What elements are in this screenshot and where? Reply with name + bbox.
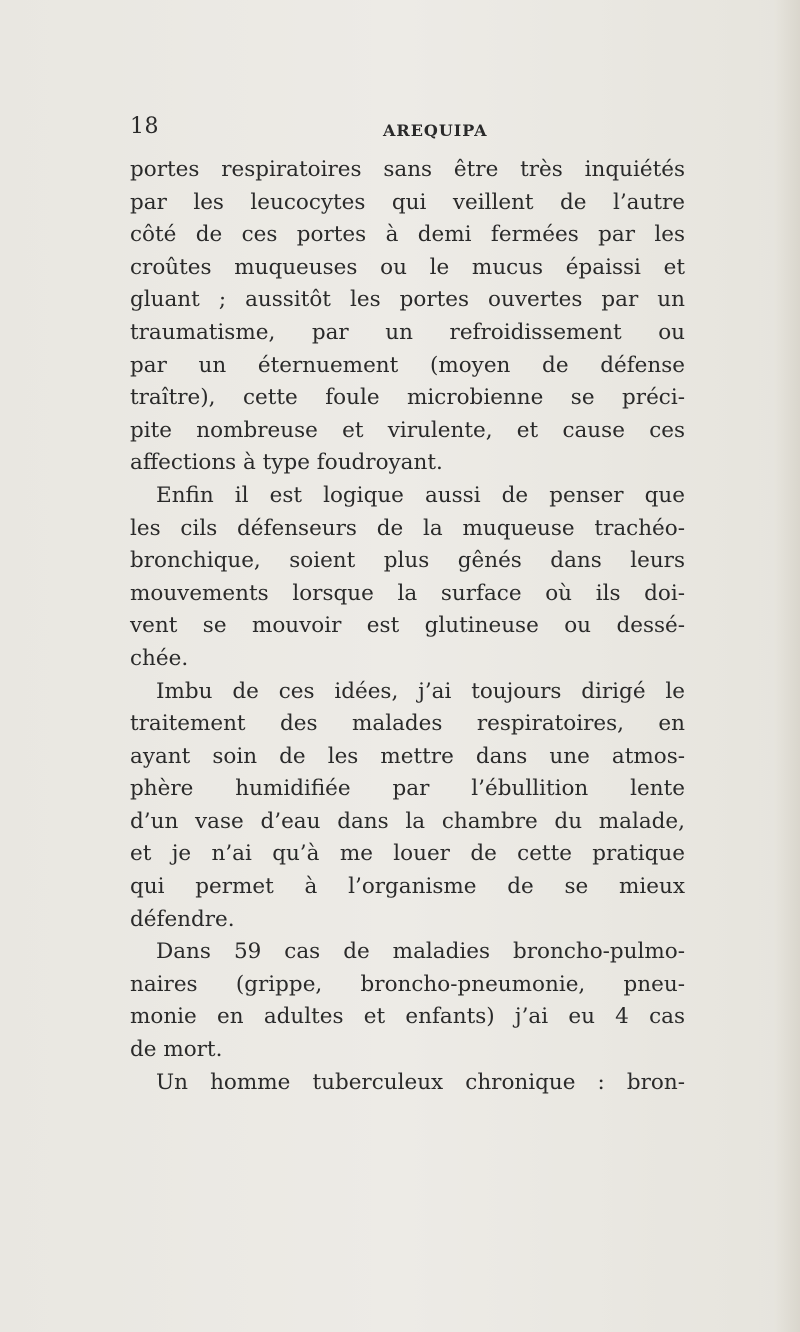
text-line: croûtes muqueuses ou le mucus épaissi et [130, 254, 685, 280]
paragraph-start: Un homme tuberculeux chronique : bron- [156, 1069, 685, 1095]
text-line: pite nombreuse et virulente, et cause ces [130, 417, 685, 443]
text-line: qui permet à l’organisme de se mieux [130, 874, 685, 900]
text-line: traître), cette foule microbienne se préci- [130, 385, 685, 411]
page-number: 18 [130, 114, 159, 139]
running-head [130, 114, 690, 144]
text-line: d’un vase d’eau dans la chambre du malade, [130, 808, 685, 834]
text-line: et je n’ai qu’à me louer de cette pratique [130, 841, 685, 867]
text-line: vent se mouvoir est glutineuse ou dessé- [130, 613, 685, 639]
text-line: traumatisme, par un refroidissement ou [130, 319, 685, 345]
text-line: naires (grippe, broncho-pneumonie, pneu- [130, 971, 685, 997]
text-line: les cils défenseurs de la muqueuse trachéo- [130, 515, 685, 541]
paragraph-start: Imbu de ces idées, j’ai toujours dirigé le [156, 678, 685, 704]
page-edge-shadow [774, 0, 800, 1332]
text-line: affections à type foudroyant. [130, 450, 443, 476]
text-line: monie en adultes et enfants) j’ai eu 4 cas [130, 1004, 685, 1030]
text-line: chée. [130, 645, 189, 671]
text-line: traitement des malades respiratoires, en [130, 711, 685, 737]
paragraph-start: Dans 59 cas de maladies broncho-pulmo- [156, 939, 685, 965]
text-line: par un éternuement (moyen de défense [130, 352, 685, 378]
text-line: défendre. [130, 906, 235, 932]
text-line: de mort. [130, 1037, 223, 1063]
text-line: mouvements lorsque la surface où ils doi- [130, 580, 685, 606]
text-line: bronchique, soient plus gênés dans leurs [130, 548, 685, 574]
text-line: gluant ; aussitôt les portes ouvertes par un [130, 287, 685, 313]
text-line: côté de ces portes à demi fermées par les [130, 222, 685, 248]
paragraph-start: Enfin il est logique aussi de penser que [156, 482, 685, 508]
text-line: par les leucocytes qui veillent de l’autre [130, 189, 685, 215]
running-title: AREQUIPA [383, 121, 488, 140]
body-text [130, 154, 685, 1099]
text-line: ayant soin de les mettre dans une atmos- [130, 743, 685, 769]
text-line: portes respiratoires sans être très inquiétés [130, 157, 685, 182]
text-line: phère humidifiée par l’ébullition lente [130, 776, 685, 802]
